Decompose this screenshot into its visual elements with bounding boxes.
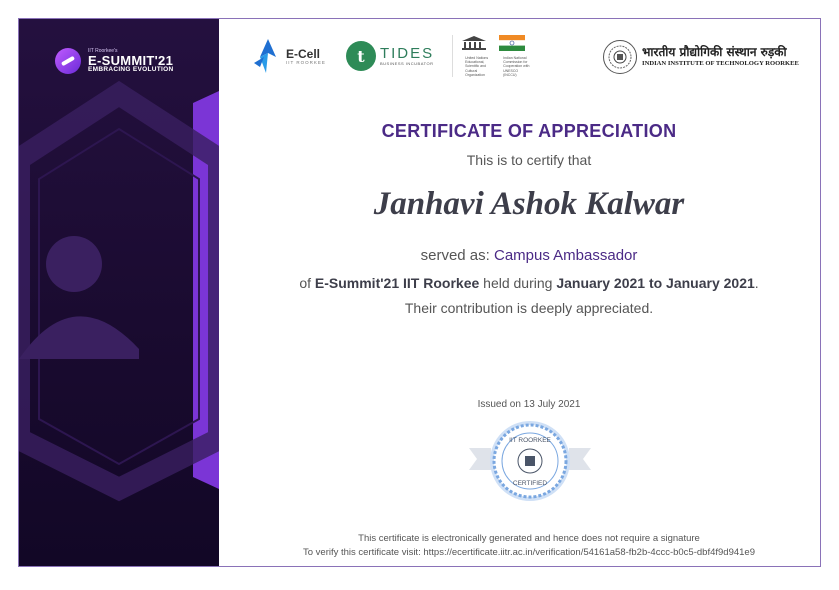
period: January 2021 to January 2021 <box>556 275 755 291</box>
tides-icon: t <box>346 41 376 71</box>
footer-note: This certificate is electronically generated and hence does not require a signature <box>358 533 700 544</box>
unesco-temple-icon <box>461 35 487 51</box>
served-as-line <box>219 247 839 264</box>
unesco-text-1: United Nations Educational, Scientific and Cultural Organization <box>465 56 489 77</box>
badge-bottom-text: CERTIFIED <box>512 480 548 487</box>
logo-tagline: EMBRACING EVOLUTION <box>88 65 174 73</box>
certificate-title: CERTIFICATE OF APPRECIATION <box>381 121 677 141</box>
esummit-logo <box>55 48 174 74</box>
tides-sub: BUSINESS INCUBATOR <box>379 61 434 66</box>
period-suffix: . <box>754 275 759 291</box>
ecell-name: E-Cell <box>286 46 321 61</box>
tides-name: TIDES <box>379 45 435 62</box>
recipient-name: Janhavi Ashok Kalwar <box>373 186 685 222</box>
verification-url: To verify this certificate visit: https://ecertificate.iitr.ac.in/verification/54161a58-fb2b-4ccc-b0c5-dbf4f9d941e9 <box>302 547 755 558</box>
user-silhouette-icon <box>46 236 102 292</box>
issued-date: Issued on 13 July 2021 <box>477 399 581 410</box>
rocket-icon <box>254 37 282 75</box>
logo-small-text: IIT Roorkee's <box>88 47 118 54</box>
ecell-sub: IIT ROORKEE <box>286 59 326 65</box>
certify-text: This is to certify that <box>466 152 592 168</box>
served-prefix: served as: <box>420 247 494 264</box>
certified-badge <box>469 420 591 502</box>
unesco-text-2: Indian National Commission for Cooperation with UNESCO (INCCU) <box>503 56 530 77</box>
held-text: held during <box>479 275 557 291</box>
ecell-logo <box>254 37 326 75</box>
certified-badge-icon <box>469 420 591 502</box>
logo-title: E-SUMMIT'21 <box>88 52 174 68</box>
badge-top-text: IIT ROORKEE <box>509 437 551 444</box>
appreciation-text: Their contribution is deeply appreciated. <box>404 300 654 316</box>
tides-logo <box>346 41 434 71</box>
partner-logos <box>254 36 531 76</box>
iitr-english-name: INDIAN INSTITUTE OF TECHNOLOGY ROORKEE <box>642 60 799 68</box>
unesco-logo <box>452 35 531 77</box>
iitr-hindi-name: भारतीय प्रौद्योगिकी संस्थान रुड़की <box>642 45 787 60</box>
event-name: E-Summit'21 IIT Roorkee <box>314 275 480 291</box>
iitr-logo <box>603 40 799 74</box>
of-text: of <box>299 275 315 291</box>
india-flag-icon <box>499 35 525 51</box>
sidebar-banner <box>19 19 219 566</box>
role: Campus Ambassador <box>493 247 638 264</box>
hexagon-decoration <box>19 19 219 566</box>
esummit-logo-icon <box>55 48 81 74</box>
iitr-seal-icon <box>603 40 637 74</box>
event-line <box>219 275 839 291</box>
